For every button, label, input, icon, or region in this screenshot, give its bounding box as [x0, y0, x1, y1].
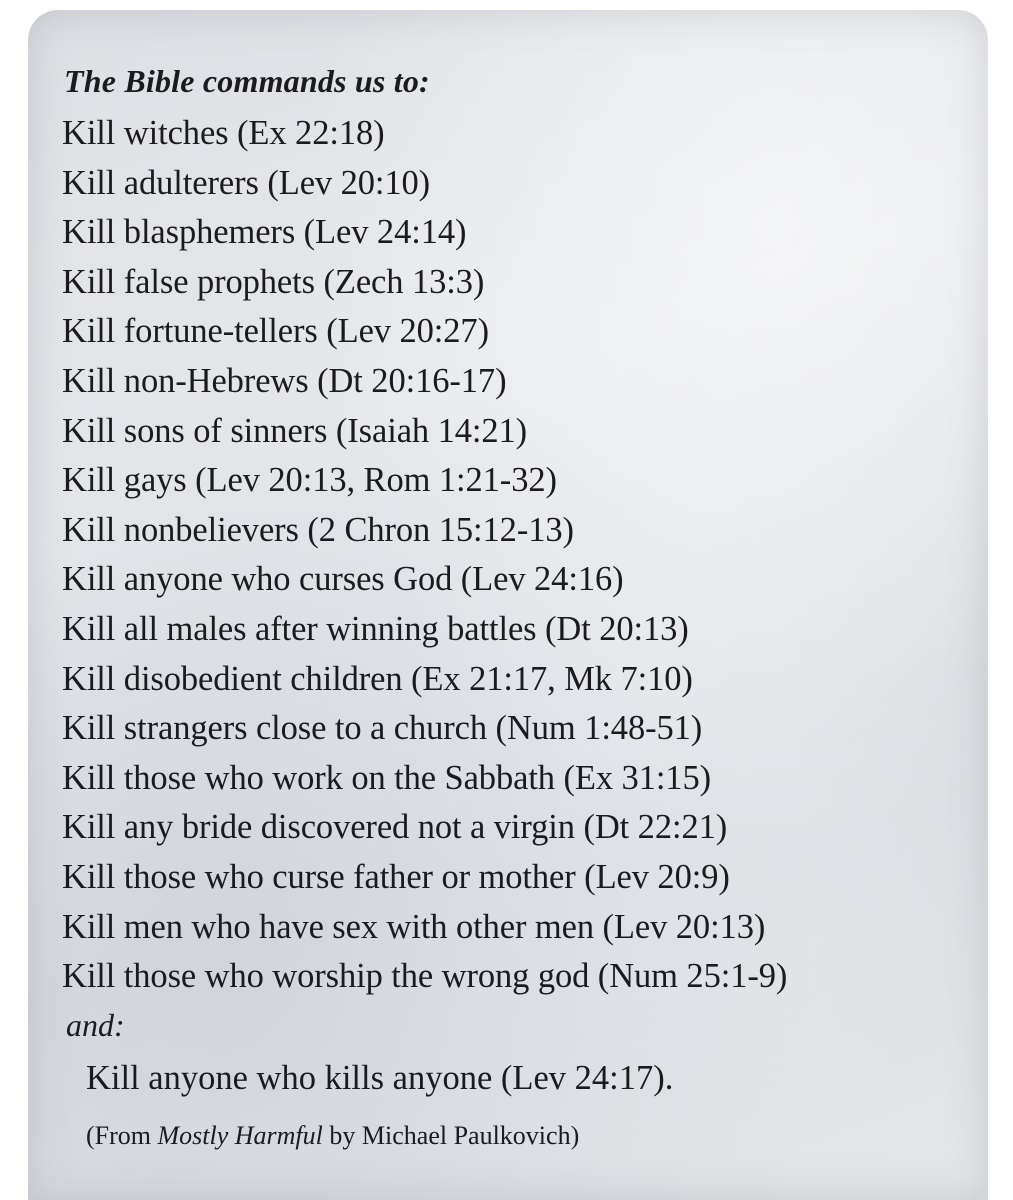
command-item: Kill sons of sinners (Isaiah 14:21): [62, 411, 528, 450]
command-item: Kill any bride discovered not a virgin (Dt 22:21): [62, 808, 728, 847]
heading: The Bible commands us to:: [64, 63, 430, 99]
command-item: Kill non-Hebrews (Dt 20:16-17): [62, 361, 507, 400]
command-list: [62, 109, 978, 1002]
source-prefix: (From: [86, 1120, 158, 1150]
source-book-title: Mostly Harmful: [157, 1120, 323, 1150]
command-item: Kill those who curse father or mother (Lev 20:9): [62, 857, 730, 896]
command-item: Kill anyone who curses God (Lev 24:16): [62, 560, 624, 599]
command-item: Kill false prophets (Zech 13:3): [62, 262, 485, 301]
command-item: Kill gays (Lev 20:13, Rom 1:21-32): [62, 461, 557, 500]
command-item: Kill all males after winning battles (Dt 20:13): [62, 609, 689, 648]
conjunction: and:: [66, 1006, 125, 1043]
source-citation: [86, 1116, 978, 1156]
command-item: Kill adulterers (Lev 20:10): [62, 163, 431, 202]
source-suffix: by Michael Paulkovich): [322, 1120, 580, 1150]
final-command: Kill anyone who kills anyone (Lev 24:17).: [86, 1058, 674, 1097]
photo-card: [28, 10, 988, 1200]
command-item: Kill blasphemers (Lev 24:14): [62, 213, 467, 252]
command-item: Kill men who have sex with other men (Lev 20:13): [62, 907, 766, 946]
command-item: Kill strangers close to a church (Num 1:48-51): [62, 709, 703, 748]
command-item: Kill nonbelievers (2 Chron 15:12-13): [62, 510, 574, 549]
command-item: Kill those who work on the Sabbath (Ex 31:15): [62, 758, 711, 797]
command-item: Kill witches (Ex 22:18): [62, 114, 385, 152]
command-item: Kill disobedient children (Ex 21:17, Mk 7:10): [62, 659, 693, 698]
document-text: [62, 56, 978, 1156]
command-item: Kill fortune-tellers (Lev 20:27): [62, 312, 489, 351]
command-item: Kill those who worship the wrong god (Num 25:1-9): [62, 957, 788, 996]
